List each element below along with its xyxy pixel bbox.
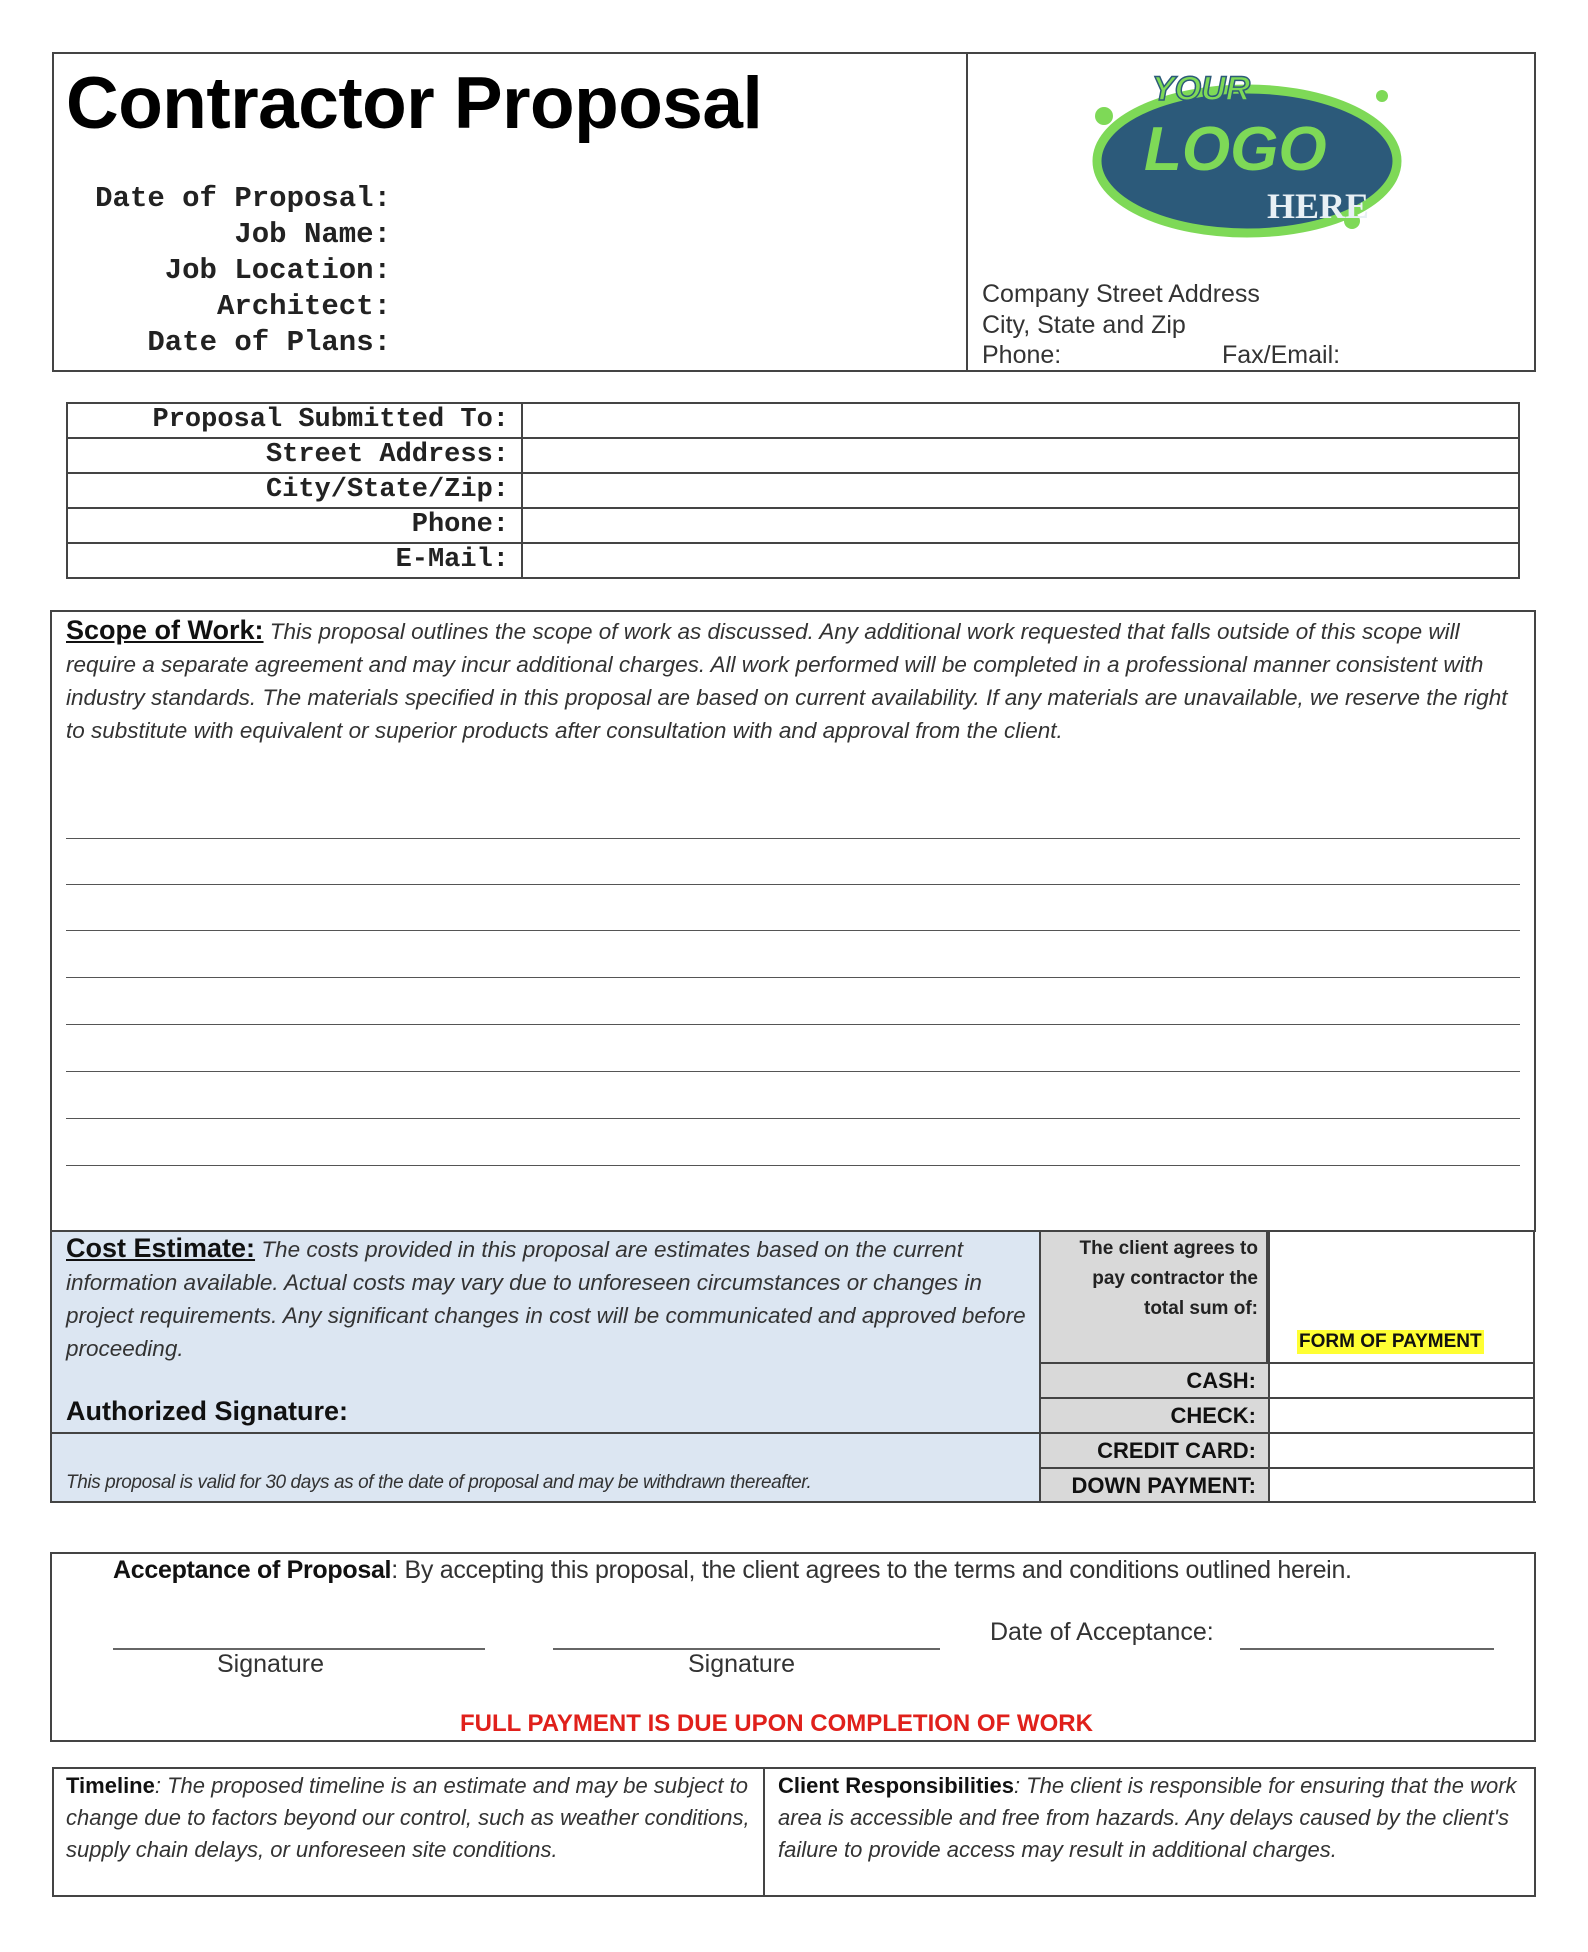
date-of-plans-label: Date of Plans: [147,326,391,359]
client-responsibilities-body: : The client is responsible for ensuring that the work area is accessible and free from hazards. Any delays caused by the client's failure to provide access may result in additional charges. [778,1773,1517,1862]
acceptance-text [113,1556,1352,1585]
scope-line[interactable] [66,1118,1520,1119]
form-of-payment-label: FORM OF PAYMENT [1299,1331,1482,1352]
date-of-acceptance-label: Date of Acceptance: [990,1618,1214,1646]
full-payment-notice: FULL PAYMENT IS DUE UPON COMPLETION OF WORK [460,1710,1093,1737]
client-row-phone[interactable] [66,507,1520,543]
cost-bottom-border [50,1501,1536,1503]
company-city-state-zip: City, State and Zip [982,311,1186,339]
job-location-label: Job Location: [164,254,391,287]
submitted-to-label: Proposal Submitted To: [68,404,523,438]
timeline-heading: Timeline [66,1773,155,1798]
check-field[interactable] [1268,1397,1535,1432]
terms-divider [763,1767,765,1897]
client-row-city[interactable] [66,472,1520,508]
email-label: E-Mail: [68,544,523,577]
down-payment-field[interactable] [1268,1467,1535,1503]
signature-label-1: Signature [217,1650,325,1678]
scope-line[interactable] [66,1024,1520,1025]
cash-field[interactable] [1268,1362,1535,1397]
scope-line[interactable] [66,1165,1520,1166]
authorized-signature-label: Authorized Signature: [66,1396,348,1426]
cost-text [66,1232,1026,1365]
logo-text-logo: LOGO [1144,115,1327,184]
company-phone-label: Phone: [982,341,1062,369]
company-logo [1082,56,1422,242]
scope-heading: Scope of Work: [66,615,264,645]
client-row-submitted-to[interactable] [66,402,1520,438]
date-of-acceptance-line[interactable] [1240,1648,1494,1650]
down-payment-label: DOWN PAYMENT: [1039,1467,1268,1503]
scope-body: This proposal outlines the scope of work as discussed. Any additional work requested that falls outside of this scope will require a separate agreement and may incur additional charges. All work performed will be completed in a professional manner consistent with industry standards. The materials specified in this proposal are based on current availability. If any materials are unavailable, we reserve the right to substitute with equivalent or superior products after consultation with and approval from the client. [66,619,1508,743]
acceptance-body: : By accepting this proposal, the client agrees to the terms and conditions outlined herein. [391,1556,1352,1584]
page-title: Contractor Proposal [66,63,763,144]
acceptance-heading: Acceptance of Proposal [113,1556,392,1584]
validity-note: This proposal is valid for 30 days as of the date of proposal and may be withdrawn thereafter. [66,1472,812,1493]
timeline-body: : The proposed timeline is an estimate and may be subject to change due to factors beyond our control, such as weather conditions, supply chain delays, or unforeseen site conditions. [66,1773,750,1862]
company-street-address: Company Street Address [982,280,1260,308]
scope-text [66,614,1526,747]
architect-label: Architect: [216,290,391,323]
check-label: CHECK: [1039,1397,1268,1432]
client-responsibilities-heading: Client Responsibilities [778,1773,1014,1798]
logo-text-your: YOUR [1152,70,1251,108]
credit-card-label: CREDIT CARD: [1039,1432,1268,1467]
street-address-label: Street Address: [68,439,523,473]
credit-card-field[interactable] [1268,1432,1535,1467]
cash-label: CASH: [1039,1362,1268,1397]
phone-label: Phone: [68,509,523,543]
job-name-label: Job Name: [234,218,391,251]
client-row-email[interactable] [66,542,1520,579]
signature-label-2: Signature [688,1650,796,1678]
cost-heading: Cost Estimate: [66,1233,256,1263]
header-divider [966,52,968,372]
company-fax-email-label: Fax/Email: [1222,341,1341,369]
city-state-zip-label: City/State/Zip: [68,474,523,508]
timeline-text [66,1770,751,1866]
cost-body: The costs provided in this proposal are estimates based on the current information available. Actual costs may vary due to unforeseen circumstances or changes in project requirements. Any significant changes in cost will be communicated and approved before proceeding. [66,1237,1026,1361]
scope-line[interactable] [66,1071,1520,1072]
pay-divider [1039,1230,1041,1503]
scope-line[interactable] [66,838,1520,839]
scope-line[interactable] [66,884,1520,885]
client-responsibilities-text [778,1770,1523,1866]
logo-text-here: HERE [1267,186,1370,226]
client-row-street[interactable] [66,437,1520,473]
authorized-signature-line[interactable] [50,1432,1039,1434]
scope-line[interactable] [66,930,1520,931]
agree-text: The client agrees to pay contractor the total sum of: [1079,1238,1258,1319]
date-of-proposal-label: Date of Proposal: [95,182,391,215]
scope-line[interactable] [66,977,1520,978]
